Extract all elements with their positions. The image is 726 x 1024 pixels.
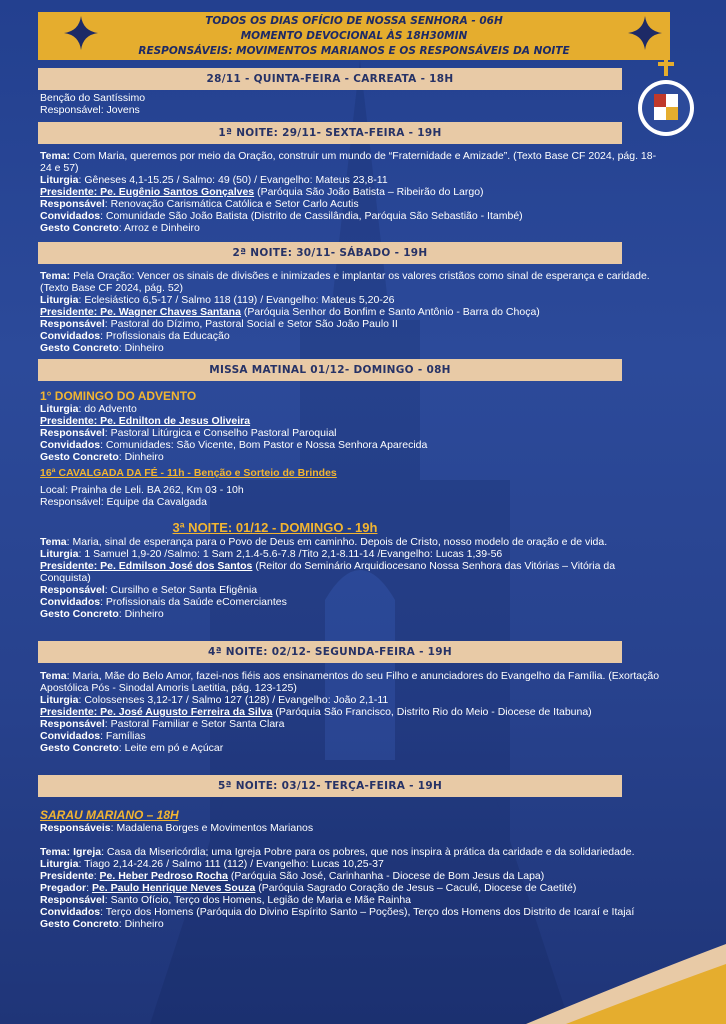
s4-lit-v: : do Advento: [78, 403, 137, 415]
s3-conv-v: : Profissionais da Educação: [100, 330, 230, 342]
s5-lit-v: : 1 Samuel 1,9-20 /Salmo: 1 Sam 2,1.4-5.6-7.8 /Tito 2,1-8.11-14 /Evangelho: Lucas 1,39-56: [78, 548, 503, 560]
text-line: [40, 670, 660, 694]
s3-conv-k: Convidados: [40, 330, 101, 342]
s5-gest-v: : Dinheiro: [118, 608, 164, 620]
s6-resp-k: Responsável: [40, 718, 105, 730]
section-noite-3: [40, 520, 660, 620]
section-header-noite-4: 4ª NOITE: 02/12- SEGUNDA-FEIRA - 19H: [38, 641, 622, 663]
star-icon: [628, 16, 662, 50]
s5-resp-k: Responsável: [40, 584, 105, 596]
s2-pres-v: (Paróquia São João Batista – Ribeirão do Largo): [254, 186, 484, 198]
s4-conv-v: : Comunidades: São Vicente, Bom Pastor e Nossa Senhora Aparecida: [100, 439, 428, 451]
s3-lit-k: Liturgia: [40, 294, 79, 306]
text-line: [40, 330, 660, 342]
s4-gest-k: Gesto Concreto: [40, 451, 119, 463]
s3-tema-v: Pela Oração: Vencer os sinais de divisões e inimizades e implantar os valores cristãos como sinal de esperança e caridade. (Texto Base CF 2024, pág. 52): [40, 270, 650, 294]
s3-tema-k: Tema:: [40, 270, 71, 282]
text-line: [40, 694, 660, 706]
text-line: [40, 222, 660, 234]
s7-conv-v: : Terço dos Homens (Paróquia do Divino Espírito Santo – Poções), Terço dos Homens dos Distrito de Icaraí e Itajaí: [100, 906, 635, 918]
s7-pres-k: Presidente: [40, 870, 94, 882]
text-line: [40, 403, 660, 415]
s4-lit-k: Liturgia: [40, 403, 79, 415]
sarau-title: SARAU MARIANO – 18H: [40, 808, 179, 822]
s5-lit-k: Liturgia: [40, 548, 79, 560]
section-noite-4: [40, 670, 660, 754]
text-line: [40, 858, 660, 870]
s6-tema-k: Tema: [40, 670, 67, 682]
s2-resp-v: : Renovação Carismática Católica e Setor Carlo Acutis: [104, 198, 359, 210]
star-icon: [64, 16, 98, 50]
text-line: [40, 294, 660, 306]
s7-sresp-v: : Madalena Borges e Movimentos Marianos: [110, 822, 314, 834]
text-fragment: :: [86, 882, 92, 894]
s7-preg-n: Pe. Paulo Henrique Neves Souza: [91, 882, 256, 894]
text-line: [40, 548, 660, 560]
s6-lit-v: : Colossenses 3,12-17 / Salmo 127 (128) / Evangelho: João 2,1-11: [78, 694, 389, 706]
s6-conv-v: : Famílias: [100, 730, 146, 742]
text-line: [40, 706, 660, 718]
s5-resp-v: : Cursilho e Setor Santa Efigênia: [104, 584, 258, 596]
s6-pres-v: (Paróquia São Francisco, Distrito Rio do Meio - Diocese de Itabuna): [272, 706, 592, 718]
text-line: [40, 439, 660, 451]
s6-lit-k: Liturgia: [40, 694, 79, 706]
s4-gest-v: : Dinheiro: [118, 451, 164, 463]
text-line: [40, 846, 660, 858]
s7-tema-v: : Casa da Misericórdia; uma Igreja Pobre para os pobres, que nos inspira à prática da caridade e da solidariedade.: [101, 846, 635, 858]
text-line: [40, 742, 660, 754]
cavalgada-title: 16ª CAVALGADA DA FÉ - 11h - Benção e Sorteio de Brindes: [40, 467, 337, 479]
s2-conv-v: : Comunidade São João Batista (Distrito de Cassilândia, Paróquia São Sebastião - Itambé): [100, 210, 523, 222]
text-fragment: :: [93, 870, 100, 882]
s6-conv-k: Convidados: [40, 730, 101, 742]
text-line: [40, 882, 660, 894]
s5-tema-v: : Maria, sinal de esperança para o Povo de Deus em caminho. Depois de Cristo, nosso modelo de oração e de vida.: [66, 536, 608, 548]
text-line: [40, 318, 660, 330]
text-line: [40, 210, 660, 222]
s2-lit-v: : Gêneses 4,1-15.25 / Salmo: 49 (50) / Evangelho: Mateus 23,8-11: [78, 174, 388, 186]
s3-pres-k: Presidente: Pe. Wagner Chaves Santana: [40, 306, 241, 318]
s2-tema-v: Com Maria, queremos por meio da Oração, construir um mundo de “Fraternidade e Amizade”. (Texto Base CF 2024, pág. 18-24 e 57): [40, 150, 657, 174]
section-carreata: [40, 92, 660, 116]
s2-resp-k: Responsável: [40, 198, 105, 210]
text-line: [40, 427, 660, 439]
s7-lit-k: Liturgia: [40, 858, 79, 870]
s7-sresp-k: Responsáveis: [40, 822, 111, 834]
text-line: [40, 870, 660, 882]
s6-resp-v: : Pastoral Familiar e Setor Santa Clara: [104, 718, 285, 730]
s6-gest-v: : Leite em pó e Açúcar: [118, 742, 224, 754]
banner-line-1: TODOS OS DIAS OFÍCIO DE NOSSA SENHORA - 06H: [205, 15, 503, 27]
s5-conv-v: : Profissionais da Saúde eComerciantes: [100, 596, 287, 608]
banner-line-3: RESPONSÁVEIS: MOVIMENTOS MARIANOS E OS RESPONSÁVEIS DA NOITE: [138, 45, 570, 57]
s2-pres-k: Presidente: Pe. Eugênio Santos Gonçalves: [40, 186, 255, 198]
section-noite-1: [40, 150, 660, 234]
section-header-noite-2: 2ª NOITE: 30/11- SÁBADO - 19H: [38, 242, 622, 264]
s4-cav-l1: Local: Prainha de Leli. BA 262, Km 03 - 10h: [40, 484, 244, 496]
text-line: [40, 906, 660, 918]
s4-conv-k: Convidados: [40, 439, 101, 451]
text-line: [40, 270, 660, 294]
text-line: [40, 560, 660, 584]
s6-gest-k: Gesto Concreto: [40, 742, 119, 754]
decorative-wave: [526, 934, 726, 1024]
s2-tema-k: Tema:: [40, 150, 71, 162]
noite-3-title: 3ª NOITE: 01/12 - DOMINGO - 19h: [172, 520, 378, 535]
s3-lit-v: : Eclesiástico 6,5-17 / Salmo 118 (119) / Evangelho: Mateus 5,20-26: [78, 294, 395, 306]
s7-lit-v: : Tiago 2,14-24.26 / Salmo 111 (112) / Evangelho: Lucas 10,25-37: [78, 858, 384, 870]
top-banner: [38, 12, 670, 60]
s6-tema-v: : Maria, Mãe do Belo Amor, fazei-nos fiéis aos ensinamentos do seu Filho e anunciadores do Evangelho da Família. (Exortação Apostólica Pós - Sinodal Amoris Laetitia, pág. 123-125): [40, 670, 660, 694]
s7-conv-k: Convidados: [40, 906, 101, 918]
s4-resp-v: : Pastoral Litúrgica e Conselho Pastoral Paroquial: [104, 427, 337, 439]
text-line: [40, 822, 660, 834]
s5-gest-k: Gesto Concreto: [40, 608, 119, 620]
text-line: [40, 186, 660, 198]
text-line: [40, 415, 660, 427]
text-line: [40, 451, 660, 463]
section-header-carreata: 28/11 - QUINTA-FEIRA - CARREATA - 18H: [38, 68, 622, 90]
text-line: [40, 342, 660, 354]
s7-preg-v: (Paróquia Sagrado Coração de Jesus – Caculé, Diocese de Caetité): [255, 882, 577, 894]
text-line: [40, 584, 660, 596]
text-line: [40, 894, 660, 906]
section-noite-5: [40, 808, 660, 930]
s7-pres-n: Pe. Heber Pedroso Rocha: [99, 870, 228, 882]
s3-gest-v: : Dinheiro: [118, 342, 164, 354]
s6-pres-k: Presidente: Pe. José Augusto Ferreira da Silva: [40, 706, 273, 718]
text-line: [40, 596, 660, 608]
s7-gest-v: : Dinheiro: [118, 918, 164, 930]
section-missa-matinal: [40, 389, 660, 508]
s7-gest-k: Gesto Concreto: [40, 918, 119, 930]
text-line: [40, 306, 660, 318]
banner-line-2: MOMENTO DEVOCIONAL ÀS 18H30MIN: [240, 30, 468, 42]
section-header-missa-matinal: MISSA MATINAL 01/12- DOMINGO - 08H: [38, 359, 622, 381]
text-line: [40, 718, 660, 730]
s4-pres-k: Presidente: Pe. Ednilton de Jesus Oliveira: [40, 415, 251, 427]
section-noite-2: [40, 270, 660, 354]
text-line: [40, 198, 660, 210]
s3-resp-v: : Pastoral do Dízimo, Pastoral Social e Setor São João Paulo II: [104, 318, 398, 330]
text-line: [40, 150, 660, 174]
s4-cav-l2: Responsável: Equipe da Cavalgada: [40, 496, 207, 508]
s7-tema-k: Tema: Igreja: [40, 846, 102, 858]
s7-resp-v: : Santo Ofício, Terço dos Homens, Legião de Maria e Mãe Rainha: [104, 894, 412, 906]
section-header-noite-5: 5ª NOITE: 03/12- TERÇA-FEIRA - 19H: [38, 775, 622, 797]
line: Responsável: Jovens: [40, 104, 140, 116]
line: Benção do Santíssimo: [40, 92, 146, 104]
s7-pres-v: (Paróquia São José, Carinhanha - Diocese de Bom Jesus da Lapa): [227, 870, 545, 882]
s5-tema-k: Tema: [40, 536, 67, 548]
text-line: [40, 536, 660, 548]
text-line: [40, 730, 660, 742]
s3-gest-k: Gesto Concreto: [40, 342, 119, 354]
s2-lit-k: Liturgia: [40, 174, 79, 186]
s7-preg-k: Pregador: [40, 882, 87, 894]
s3-pres-v: (Paróquia Senhor do Bonfim e Santo Antônio - Barra do Choça): [240, 306, 540, 318]
advento-title: 1° DOMINGO DO ADVENTO: [40, 389, 197, 403]
s3-resp-k: Responsável: [40, 318, 105, 330]
section-header-noite-1: 1ª NOITE: 29/11- SEXTA-FEIRA - 19H: [38, 122, 622, 144]
s2-gest-v: : Arroz e Dinheiro: [118, 222, 200, 234]
s2-conv-k: Convidados: [40, 210, 101, 222]
s7-resp-k: Responsável: [40, 894, 105, 906]
s5-conv-k: Convidados: [40, 596, 101, 608]
s5-pres-k: Presidente: Pe. Edmilson José dos Santos: [40, 560, 253, 572]
s4-resp-k: Responsável: [40, 427, 105, 439]
s5-pres-v: (Reitor do Seminário Arquidiocesano Nossa Senhora das Vitórias – Vitória da Conquista): [40, 560, 616, 584]
text-line: [40, 174, 660, 186]
text-line: [40, 608, 660, 620]
text-line: [40, 918, 660, 930]
s2-gest-k: Gesto Concreto: [40, 222, 119, 234]
